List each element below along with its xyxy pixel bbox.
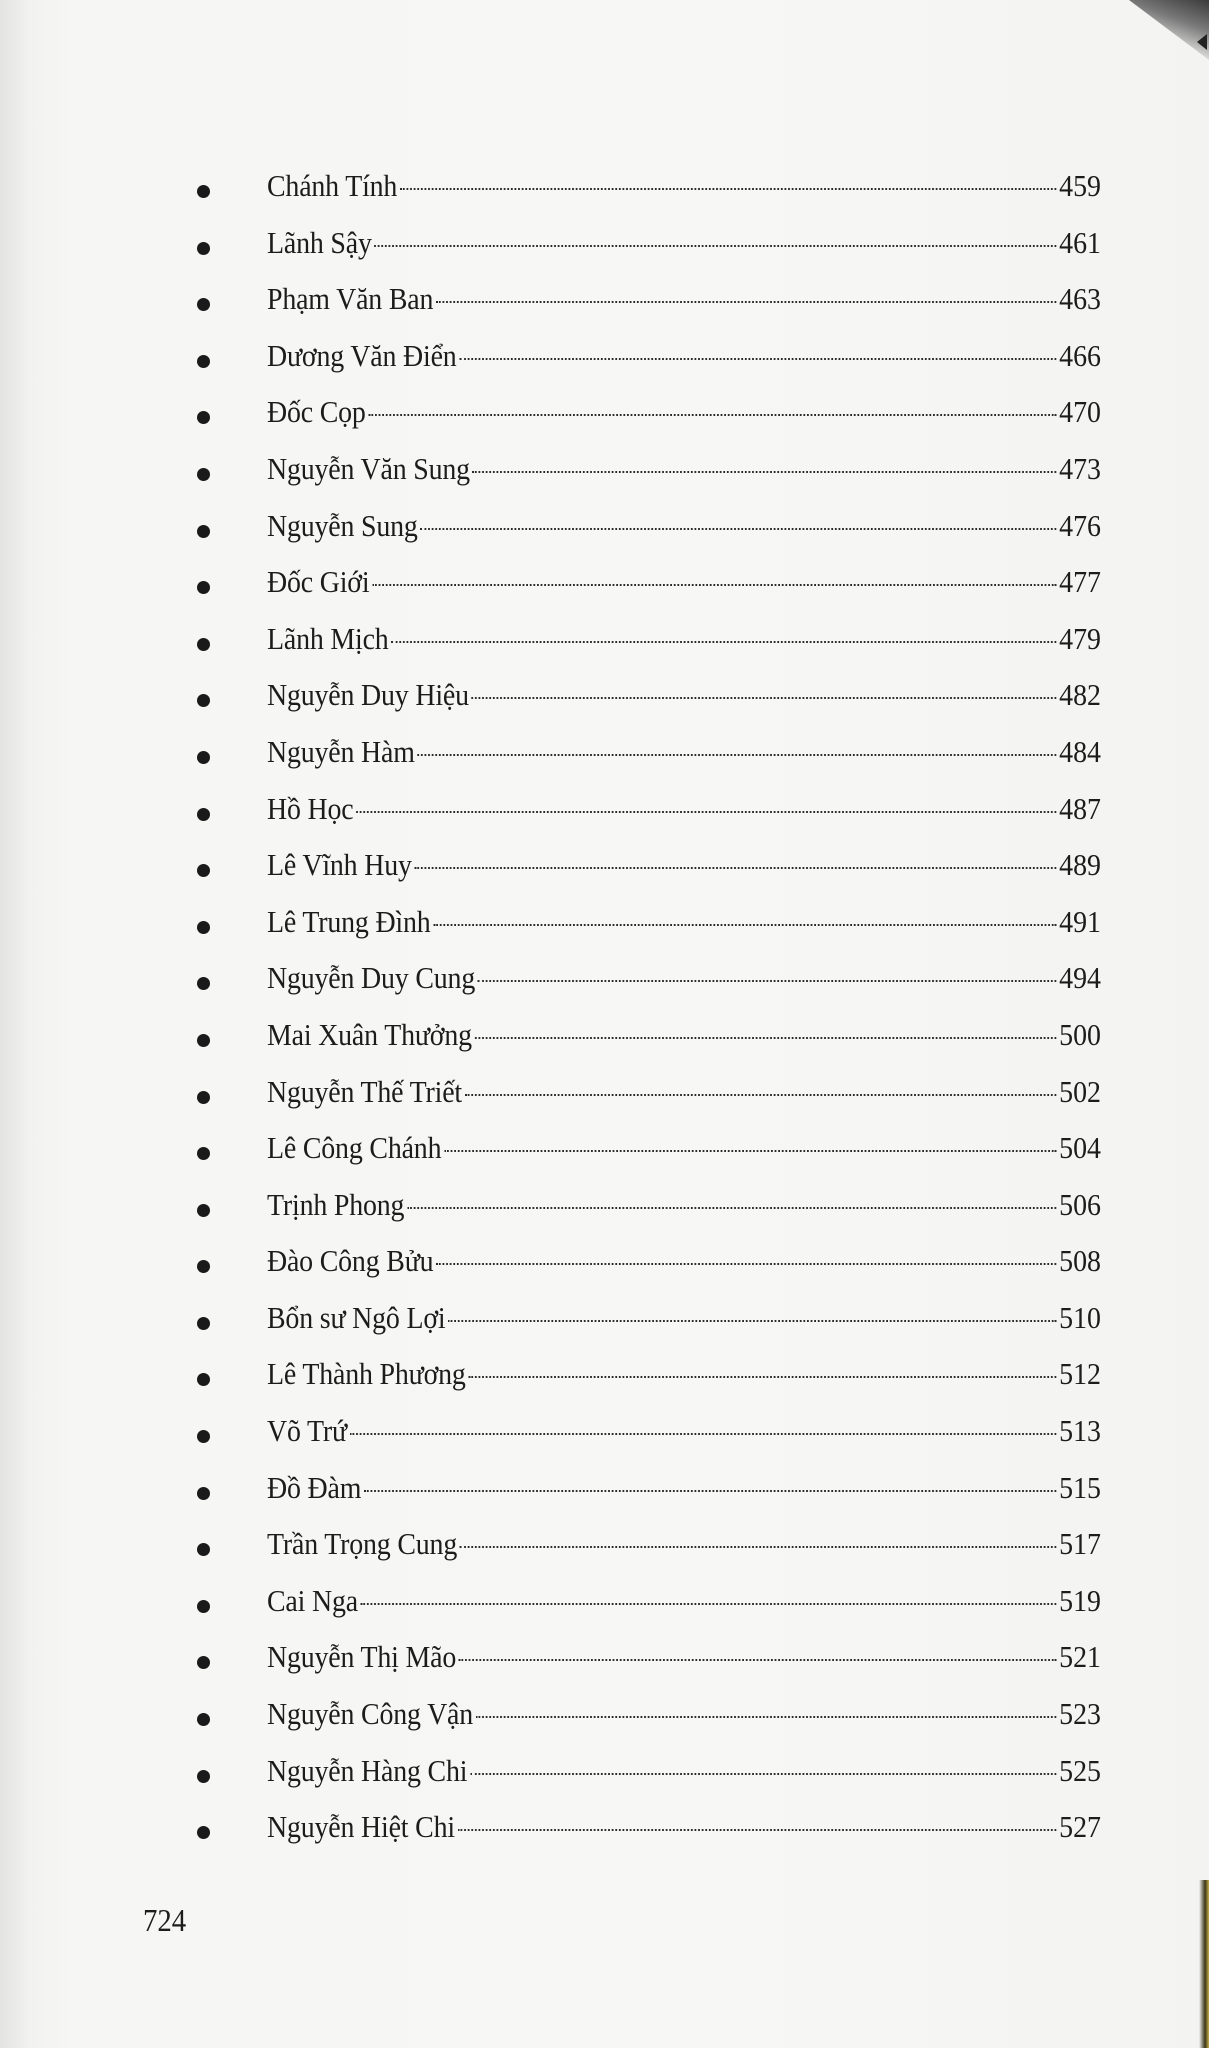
toc-entry-line xyxy=(267,1749,1101,1793)
dot-leader xyxy=(372,584,1056,586)
toc-entry[interactable] xyxy=(0,730,1209,787)
toc-entry-page: 517 xyxy=(1059,1526,1101,1562)
toc-entry-page: 508 xyxy=(1059,1243,1101,1279)
dot-leader xyxy=(476,1716,1057,1718)
toc-entry-title: Chánh Tính xyxy=(267,168,398,203)
bullet-icon xyxy=(197,1260,210,1273)
dot-leader xyxy=(361,1603,1057,1605)
toc-entry[interactable] xyxy=(0,1070,1209,1127)
dot-leader xyxy=(391,641,1056,643)
dot-leader xyxy=(433,924,1056,926)
toc-entry[interactable] xyxy=(0,1126,1209,1183)
bullet-icon xyxy=(197,977,210,990)
toc-entry-title: Đốc Cọp xyxy=(267,394,366,430)
toc-entry[interactable] xyxy=(0,1352,1209,1409)
toc-entry[interactable] xyxy=(0,1466,1209,1523)
toc-entry[interactable] xyxy=(0,1579,1209,1636)
toc-entry-title: Đồ Đàm xyxy=(267,1469,362,1505)
bullet-icon xyxy=(197,468,210,481)
toc-entry-title: Lãnh Sậy xyxy=(267,224,372,260)
toc-entry-line xyxy=(267,843,1101,887)
toc-entry-line xyxy=(267,1183,1101,1227)
toc-entry[interactable] xyxy=(0,843,1209,900)
toc-entry-line xyxy=(267,1296,1101,1340)
dot-leader xyxy=(436,1263,1056,1265)
toc-entry-title: Cai Nga xyxy=(267,1582,358,1618)
toc-entry-line xyxy=(267,1126,1101,1170)
toc-entry-title: Phạm Văn Ban xyxy=(267,281,434,317)
toc-entry-page: 521 xyxy=(1059,1639,1101,1675)
corner-arrow-icon xyxy=(1197,34,1207,50)
toc-entry-title: Lãnh Mịch xyxy=(267,620,389,656)
bullet-icon xyxy=(197,355,210,368)
bullet-icon xyxy=(197,864,210,877)
bullet-icon xyxy=(197,581,210,594)
dot-leader xyxy=(472,697,1057,699)
toc-entry-line xyxy=(267,1466,1101,1510)
toc-entry-title: Lê Trung Đình xyxy=(267,903,431,939)
toc-entry-line xyxy=(267,900,1101,944)
toc-entry[interactable] xyxy=(0,390,1209,447)
toc-entry-title: Dương Văn Điển xyxy=(267,337,457,373)
bullet-icon xyxy=(197,1600,210,1613)
toc-entry-page: 473 xyxy=(1059,450,1101,486)
toc-entry[interactable] xyxy=(0,1239,1209,1296)
toc-entry[interactable] xyxy=(0,164,1209,221)
toc-entry-line xyxy=(267,1635,1101,1679)
toc-entry-line xyxy=(267,164,1101,208)
toc-entry-title: Nguyễn Thế Triết xyxy=(267,1073,463,1109)
toc-entry-page: 476 xyxy=(1059,507,1101,543)
bullet-icon xyxy=(197,1034,210,1047)
bullet-icon xyxy=(197,525,210,538)
toc-entry[interactable] xyxy=(0,1013,1209,1070)
toc-entry-page: 484 xyxy=(1059,733,1101,769)
dot-leader xyxy=(414,867,1056,869)
dot-leader xyxy=(368,414,1056,416)
toc-entry[interactable] xyxy=(0,956,1209,1013)
toc-entry-line xyxy=(267,956,1101,1000)
toc-entry-page: 515 xyxy=(1059,1469,1101,1505)
bullet-icon xyxy=(197,921,210,934)
toc-entry[interactable] xyxy=(0,277,1209,334)
toc-entry-line xyxy=(267,1579,1101,1623)
toc-entry-page: 504 xyxy=(1059,1130,1101,1166)
table-of-contents xyxy=(0,164,1209,1862)
toc-entry[interactable] xyxy=(0,560,1209,617)
toc-entry[interactable] xyxy=(0,504,1209,561)
toc-entry-title: Nguyễn Văn Sung xyxy=(267,450,470,486)
bullet-icon xyxy=(197,1543,210,1556)
dot-leader xyxy=(436,301,1056,303)
toc-entry-title: Trần Trọng Cung xyxy=(267,1526,458,1562)
toc-entry-line xyxy=(267,221,1101,265)
toc-entry-line xyxy=(267,390,1101,434)
toc-entry-line xyxy=(267,1070,1101,1114)
toc-entry[interactable] xyxy=(0,1635,1209,1692)
toc-entry-page: 466 xyxy=(1059,337,1101,373)
toc-entry[interactable] xyxy=(0,1296,1209,1353)
toc-entry-page: 482 xyxy=(1059,677,1101,713)
toc-entry-title: Đốc Giới xyxy=(267,564,370,600)
bullet-icon xyxy=(197,242,210,255)
toc-entry[interactable] xyxy=(0,447,1209,504)
bullet-icon xyxy=(197,298,210,311)
dot-leader xyxy=(475,1037,1057,1039)
bullet-icon xyxy=(197,1656,210,1669)
toc-entry[interactable] xyxy=(0,787,1209,844)
toc-entry[interactable] xyxy=(0,1692,1209,1749)
toc-entry-page: 502 xyxy=(1059,1073,1101,1109)
bullet-icon xyxy=(197,1770,210,1783)
page-edge-shadow xyxy=(1199,1880,1209,2048)
toc-entry[interactable] xyxy=(0,617,1209,674)
toc-entry-title: Bổn sư Ngô Lợi xyxy=(267,1299,446,1335)
bullet-icon xyxy=(197,1487,210,1500)
bullet-icon xyxy=(197,411,210,424)
bullet-icon xyxy=(197,808,210,821)
toc-entry[interactable] xyxy=(0,1183,1209,1240)
toc-entry-page: 523 xyxy=(1059,1696,1101,1732)
bullet-icon xyxy=(197,1204,210,1217)
page-number: 724 xyxy=(143,1902,187,1938)
toc-entry[interactable] xyxy=(0,1749,1209,1806)
toc-entry-page: 513 xyxy=(1059,1413,1101,1449)
dot-leader xyxy=(364,1490,1057,1492)
dot-leader xyxy=(356,811,1056,813)
toc-entry-line xyxy=(267,560,1101,604)
bullet-icon xyxy=(197,638,210,651)
toc-entry-page: 500 xyxy=(1059,1016,1101,1052)
toc-entry-line xyxy=(267,730,1101,774)
toc-entry-page: 525 xyxy=(1059,1752,1101,1788)
toc-entry-title: Nguyễn Thị Mão xyxy=(267,1639,457,1675)
toc-entry[interactable] xyxy=(0,1409,1209,1466)
toc-entry-page: 489 xyxy=(1059,847,1101,883)
toc-entry-page: 459 xyxy=(1059,168,1101,203)
bullet-icon xyxy=(197,1091,210,1104)
bullet-icon xyxy=(197,1430,210,1443)
toc-entry-title: Nguyễn Duy Cung xyxy=(267,960,476,996)
toc-entry-page: 477 xyxy=(1059,564,1101,600)
dot-leader xyxy=(473,471,1057,473)
dot-leader xyxy=(444,1150,1056,1152)
toc-entry-page: 487 xyxy=(1059,790,1101,826)
toc-entry-line xyxy=(267,1013,1101,1057)
toc-entry-title: Lê Vĩnh Huy xyxy=(267,847,412,883)
toc-entry[interactable] xyxy=(0,1522,1209,1579)
toc-entry-title: Mai Xuân Thưởng xyxy=(267,1016,472,1052)
toc-entry-page: 494 xyxy=(1059,960,1101,996)
toc-entry-line xyxy=(267,1692,1101,1736)
dot-leader xyxy=(468,1376,1056,1378)
toc-entry[interactable] xyxy=(0,900,1209,957)
dot-leader xyxy=(400,188,1057,190)
toc-entry-page: 461 xyxy=(1059,224,1101,260)
toc-entry-page: 512 xyxy=(1059,1356,1101,1392)
toc-entry[interactable] xyxy=(0,673,1209,730)
toc-entry-line xyxy=(267,617,1101,661)
toc-entry-title: Trịnh Phong xyxy=(267,1186,405,1222)
toc-entry-page: 479 xyxy=(1059,620,1101,656)
toc-entry-title: Đào Công Bửu xyxy=(267,1243,434,1279)
bullet-icon xyxy=(197,1713,210,1726)
dot-leader xyxy=(374,245,1056,247)
toc-entry-line xyxy=(267,334,1101,378)
dot-leader xyxy=(417,754,1056,756)
toc-entry-title: Võ Trứ xyxy=(267,1413,347,1449)
toc-entry-page: 491 xyxy=(1059,903,1101,939)
toc-entry-line xyxy=(267,277,1101,321)
bullet-icon xyxy=(197,1317,210,1330)
dot-leader xyxy=(407,1207,1056,1209)
toc-entry-title: Nguyễn Hiệt Chi xyxy=(267,1809,455,1845)
page-corner-fold xyxy=(1129,0,1209,60)
dot-leader xyxy=(459,358,1056,360)
toc-entry-line xyxy=(267,1522,1101,1566)
toc-entry-line xyxy=(267,447,1101,491)
dot-leader xyxy=(448,1320,1056,1322)
toc-entry-line xyxy=(267,787,1101,831)
bullet-icon xyxy=(197,694,210,707)
toc-entry-title: Lê Công Chánh xyxy=(267,1130,442,1166)
bullet-icon xyxy=(197,1826,210,1839)
dot-leader xyxy=(459,1659,1057,1661)
dot-leader xyxy=(458,1829,1057,1831)
toc-entry-line xyxy=(267,1239,1101,1283)
toc-entry-title: Hồ Học xyxy=(267,790,354,826)
toc-entry-title: Nguyễn Duy Hiệu xyxy=(267,677,469,713)
toc-entry-line xyxy=(267,1805,1101,1849)
toc-entry-line xyxy=(267,1409,1101,1453)
toc-entry[interactable] xyxy=(0,1805,1209,1862)
dot-leader xyxy=(420,528,1056,530)
toc-entry-page: 463 xyxy=(1059,281,1101,317)
toc-entry-line xyxy=(267,1352,1101,1396)
toc-entry-page: 510 xyxy=(1059,1299,1101,1335)
toc-entry-title: Lê Thành Phương xyxy=(267,1356,466,1392)
toc-entry-line xyxy=(267,673,1101,717)
bullet-icon xyxy=(197,185,210,198)
toc-entry-title: Nguyễn Sung xyxy=(267,507,418,543)
toc-entry-title: Nguyễn Công Vận xyxy=(267,1696,474,1732)
toc-entry[interactable] xyxy=(0,221,1209,278)
toc-entry[interactable] xyxy=(0,334,1209,391)
bullet-icon xyxy=(197,1147,210,1160)
bullet-icon xyxy=(197,751,210,764)
toc-entry-title: Nguyễn Hàm xyxy=(267,733,415,769)
dot-leader xyxy=(470,1773,1056,1775)
toc-entry-page: 519 xyxy=(1059,1582,1101,1618)
toc-entry-page: 470 xyxy=(1059,394,1101,430)
toc-entry-line xyxy=(267,504,1101,548)
toc-entry-title: Nguyễn Hàng Chi xyxy=(267,1752,468,1788)
dot-leader xyxy=(465,1094,1057,1096)
toc-entry-page: 506 xyxy=(1059,1186,1101,1222)
dot-leader xyxy=(460,1546,1057,1548)
bullet-icon xyxy=(197,1373,210,1386)
dot-leader xyxy=(478,980,1057,982)
toc-entry-page: 527 xyxy=(1059,1809,1101,1845)
dot-leader xyxy=(350,1433,1057,1435)
